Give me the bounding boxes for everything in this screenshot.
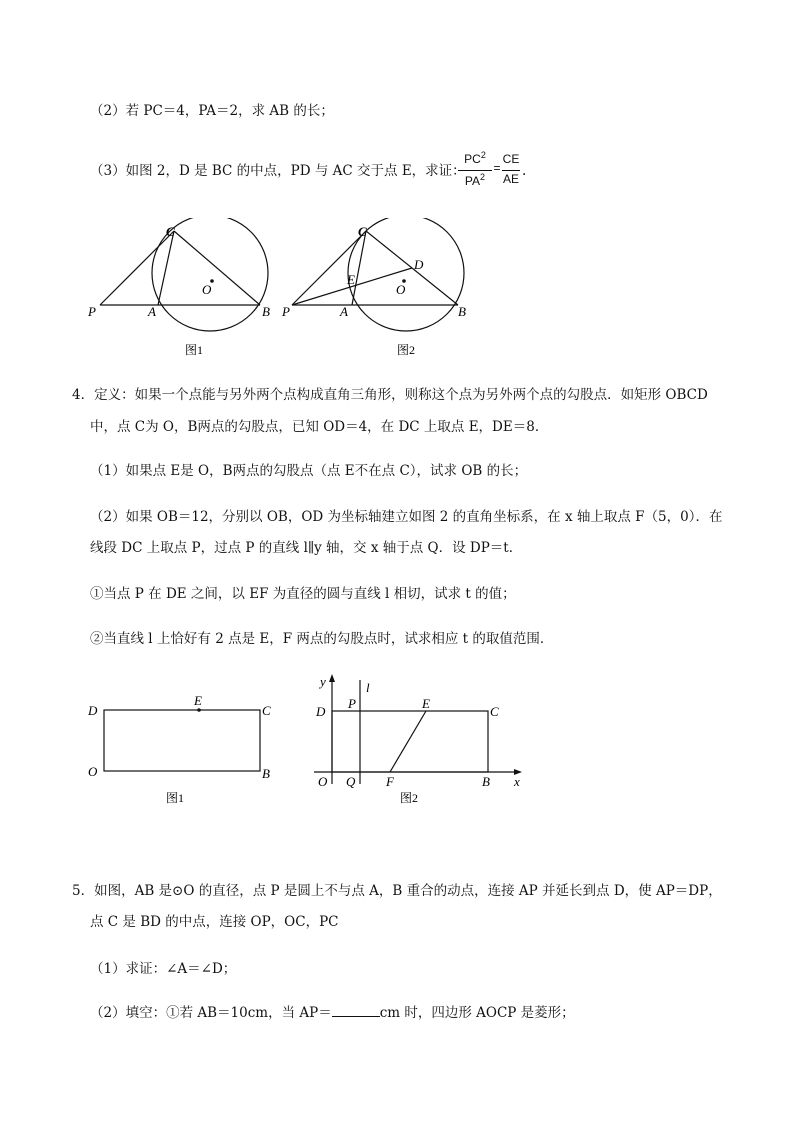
answer-blank[interactable] [332, 1004, 380, 1017]
q4-part1: （1）如果点 E是 O，B两点的勾股点（点 E不在点 C），试求 OB 的长； [90, 463, 528, 479]
q4-part2-line1: （2）如果 OB＝12，分别以 OB，OD 为坐标轴建立如图 2 的直角坐标系，在 x 轴上取点 F（5，0）．在 [90, 509, 723, 525]
label-f: F [386, 774, 394, 789]
label-c: C [490, 704, 499, 719]
q3-part3 [90, 162, 466, 180]
fraction-ae-denominator: AE [502, 172, 519, 186]
rectangle-obcd [104, 710, 260, 771]
caption-fig2: 图2 [397, 343, 416, 357]
fraction-bar [502, 170, 520, 171]
label-q: Q [346, 774, 356, 789]
label-y: y [320, 674, 326, 689]
label-o: O [202, 282, 212, 297]
fraction-ce-numerator: CE [502, 152, 520, 166]
label-e: E [194, 693, 202, 708]
label-b: B [262, 304, 270, 319]
figure-q3-2 [278, 218, 478, 360]
label-o: O [396, 282, 406, 297]
figure-q4-2 [310, 672, 530, 810]
label-d: D [316, 704, 326, 719]
point-e [197, 708, 201, 712]
caption-fig1: 图1 [185, 343, 204, 357]
q4-sub2: ②当直线 l 上恰好有 2 点是 E，F 两点的勾股点时，试求相应 t 的取值范围． [90, 631, 554, 647]
segment-ef [390, 711, 426, 772]
label-c: C [166, 224, 175, 239]
label-b: B [482, 774, 490, 789]
line-cb [174, 231, 260, 305]
q4-part2-line2: 线段 DC 上取点 P，过点 P 的直线 l∥y 轴，交 x 轴于点 Q．设 DP＝t． [90, 540, 523, 556]
label-b: B [262, 766, 270, 781]
label-d: D [88, 703, 98, 718]
label-d: D [414, 257, 424, 272]
label-l: l [366, 680, 370, 695]
caption-fig1: 图1 [166, 791, 185, 805]
q4-line2: 中，点 C为 O，B两点的勾股点，已知 OD＝4，在 DC 上取点 E，DE＝8． [90, 419, 549, 435]
q5-line1: 5．如图，AB 是⊙O 的直径，点 P 是圆上不与点 A，B 重合的动点，连接 AP 并延长到点 D，使 AP＝DP， [72, 883, 722, 899]
q3-part3-text: （3）如图 2，D 是 BC 的中点，PD 与 AC 交于点 E，求证： [90, 163, 466, 179]
q5-part2-suffix: cm 时，四边形 AOCP 是菱形； [379, 1005, 575, 1021]
label-p: P [282, 304, 290, 319]
q4-sub1: ①当点 P 在 DE 之间，以 EF 为直径的圆与直线 l 相切，试求 t 的值； [90, 586, 516, 602]
label-c: C [262, 703, 271, 718]
frac-text: PA [464, 174, 481, 188]
label-x: x [514, 774, 520, 789]
label-e: E [347, 272, 355, 287]
equals-sign: = [493, 161, 501, 175]
q4-line1: 4．定义：如果一个点能与另外两个点构成直角三角形，则称这个点为另外两个点的勾股点．如矩形 OBCD [72, 387, 708, 403]
label-b: B [458, 304, 466, 319]
fraction-pa2-denominator [458, 172, 492, 188]
line-pc [100, 231, 174, 305]
figure-q3-1 [80, 218, 280, 360]
label-a: A [340, 304, 348, 319]
label-p: P [348, 696, 356, 711]
rectangle-obcd [332, 711, 488, 772]
exponent: 2 [480, 150, 486, 160]
exponent: 2 [480, 172, 486, 182]
y-axis-arrow [329, 674, 335, 682]
period: . [522, 163, 527, 179]
fraction-bar [458, 170, 492, 171]
label-o: O [318, 774, 328, 789]
label-p: P [88, 304, 96, 319]
fraction-pc2-numerator [458, 150, 492, 166]
label-a: A [148, 304, 156, 319]
label-e: E [422, 696, 430, 711]
q5-line2: 点 C 是 BD 的中点，连接 OP，OC，PC [90, 914, 339, 930]
label-c: C [358, 224, 367, 239]
figure-q4-1 [84, 690, 284, 810]
q5-part2-prefix: （2）填空：①若 AB＝10cm，当 AP＝ [90, 1005, 332, 1021]
label-o: O [88, 764, 98, 779]
caption-fig2: 图2 [400, 791, 419, 805]
frac-text: PC [464, 152, 481, 166]
q3-part2: （2）若 PC＝4，PA＝2，求 AB 的长； [90, 103, 334, 119]
q5-part2 [90, 1004, 575, 1022]
q5-part1: （1）求证：∠A＝∠D； [90, 961, 237, 977]
